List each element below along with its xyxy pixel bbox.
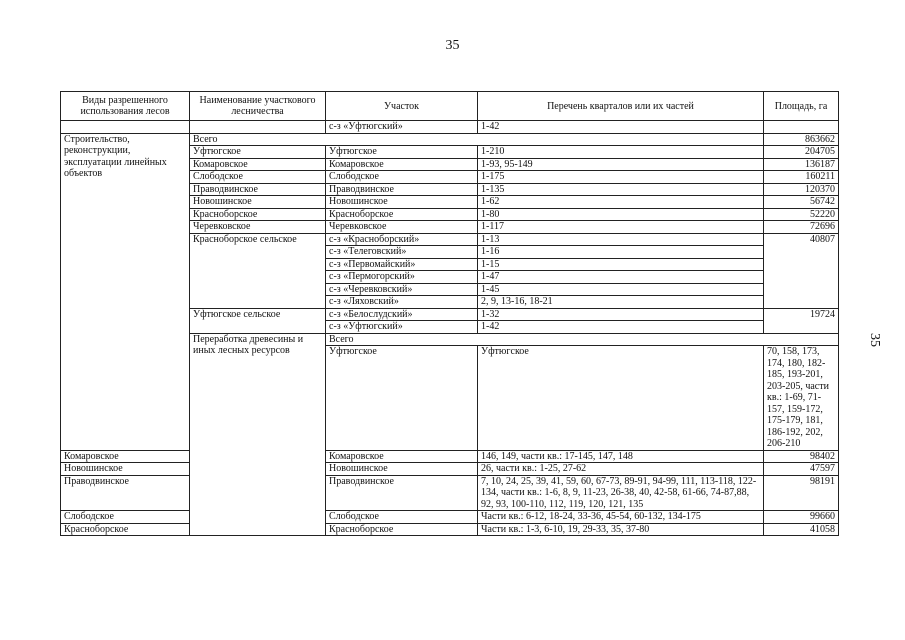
area-cell: 41058 [764,523,839,536]
header-forestry: Наименование участкового лесничества [190,92,326,121]
table-row [61,523,839,536]
plot-cell: с-з «Белослудский» [326,308,478,321]
total-label: Всего [326,333,839,346]
table-row [61,450,839,463]
forest-use-table [60,91,839,536]
forestry-cell: Слободское [190,171,326,184]
quarters-cell: 70, 158, 173, 174, 180, 182-185, 193-201, 203-205, части кв.: 1-69, 71-157, 159-172, 175-179, 181, 186-192, 202, 206-210 [764,346,839,451]
area-cell: 136187 [764,158,839,171]
header-quarters: Перечень кварталов или их частей [478,92,764,121]
area-cell: 56742 [764,196,839,209]
table-row [61,475,839,511]
table-cell [61,121,190,134]
forestry-cell: Черевковское [190,221,326,234]
forestry-cell: Новошинское [61,463,190,476]
quarters-cell: 1-93, 95-149 [478,158,764,171]
quarters-cell: 1-16 [478,246,764,259]
page-number: 35 [445,38,460,53]
forestry-cell: Слободское [61,511,190,524]
forestry-cell: Праводвинское [190,183,326,196]
plot-cell: Новошинское [326,196,478,209]
quarters-cell: 146, 149, части кв.: 17-145, 147, 148 [478,450,764,463]
forestry-cell: Комаровское [61,450,190,463]
quarters-cell: 1-135 [478,183,764,196]
plot-cell: Слободское [326,511,478,524]
header-use: Виды разрешенного использования лесов [61,92,190,121]
area-cell: 40807 [764,233,839,308]
table-row [61,133,839,146]
plot-cell: Новошинское [326,463,478,476]
forestry-cell: Красноборское [190,208,326,221]
use-type-cell: Строительство, реконструкции, эксплуатации линейных объектов [61,133,190,450]
area-cell: 204705 [764,146,839,159]
quarters-cell: 1-210 [478,146,764,159]
quarters-cell: 1-42 [478,321,764,334]
quarters-cell: 1-62 [478,196,764,209]
plot-cell: с-з «Красноборский» [326,233,478,246]
area-cell: 98402 [764,450,839,463]
plot-cell: Черевковское [326,221,478,234]
quarters-cell: 26, части кв.: 1-25, 27-62 [478,463,764,476]
quarters-cell: 1-47 [478,271,764,284]
table-cell: 1-42 [478,121,764,134]
header-row [61,92,839,121]
plot-cell: Слободское [326,171,478,184]
quarters-cell: 1-117 [478,221,764,234]
table-row [61,511,839,524]
header-area: Площадь, га [764,92,839,121]
forestry-cell: Красноборское [61,523,190,536]
forestry-cell: Уфтюгское [326,346,478,451]
area-cell: 160211 [764,171,839,184]
plot-cell: с-з «Пермогорский» [326,271,478,284]
quarters-cell: Части кв.: 6-12, 18-24, 33-36, 45-54, 60-132, 134-175 [478,511,764,524]
area-cell: 47597 [764,463,839,476]
plot-cell: с-з «Телеговский» [326,246,478,259]
area-cell: 72696 [764,221,839,234]
table-cell [190,121,326,134]
quarters-cell: Части кв.: 1-3, 6-10, 19, 29-33, 35, 37-80 [478,523,764,536]
quarters-cell: 1-32 [478,308,764,321]
quarters-cell: 1-13 [478,233,764,246]
table-row [61,121,839,134]
side-page-number: 35 [867,333,882,347]
forestry-cell: Праводвинское [61,475,190,511]
forestry-cell: Комаровское [190,158,326,171]
forestry-cell: Уфтюгское сельское [190,308,326,333]
forestry-cell: Уфтюгское [190,146,326,159]
plot-cell: Праводвинское [326,183,478,196]
quarters-cell: 1-45 [478,283,764,296]
quarters-cell: 1-80 [478,208,764,221]
plot-cell: с-з «Черевковский» [326,283,478,296]
quarters-cell: 1-175 [478,171,764,184]
forestry-cell: Новошинское [190,196,326,209]
area-cell: 99660 [764,511,839,524]
header-plot: Участок [326,92,478,121]
area-cell: 120370 [764,183,839,196]
area-cell: 98191 [764,475,839,511]
quarters-cell: 2, 9, 13-16, 18-21 [478,296,764,309]
plot-cell: Праводвинское [326,475,478,511]
quarters-cell: 7, 10, 24, 25, 39, 41, 59, 60, 67-73, 89-91, 94-99, 111, 113-118, 122-134, части кв.: 1-6, 8, 9, 11-23, 26-38, 40, 42-58, 61-66, 74-87,88, 92, 93, 100-110, 112, 119, 120, 121, 135 [478,475,764,511]
table-cell: с-з «Уфтюгский» [326,121,478,134]
plot-cell: Уфтюгское [326,146,478,159]
plot-cell: с-з «Ляховский» [326,296,478,309]
use-type-cell: Переработка древесины и иных лесных ресурсов [190,333,326,536]
plot-cell: Красноборское [326,523,478,536]
total-area: 863662 [764,133,839,146]
plot-cell: Комаровское [326,450,478,463]
plot-cell: Комаровское [326,158,478,171]
area-cell: 52220 [764,208,839,221]
forestry-cell: Красноборское сельское [190,233,326,308]
plot-cell: с-з «Первомайский» [326,258,478,271]
area-cell: 19724 [764,308,839,333]
plot-cell: Уфтюгское [478,346,764,451]
table-row [61,463,839,476]
plot-cell: с-з «Уфтюгский» [326,321,478,334]
plot-cell: Красноборское [326,208,478,221]
quarters-cell: 1-15 [478,258,764,271]
total-label: Всего [190,133,764,146]
table-cell [764,121,839,134]
